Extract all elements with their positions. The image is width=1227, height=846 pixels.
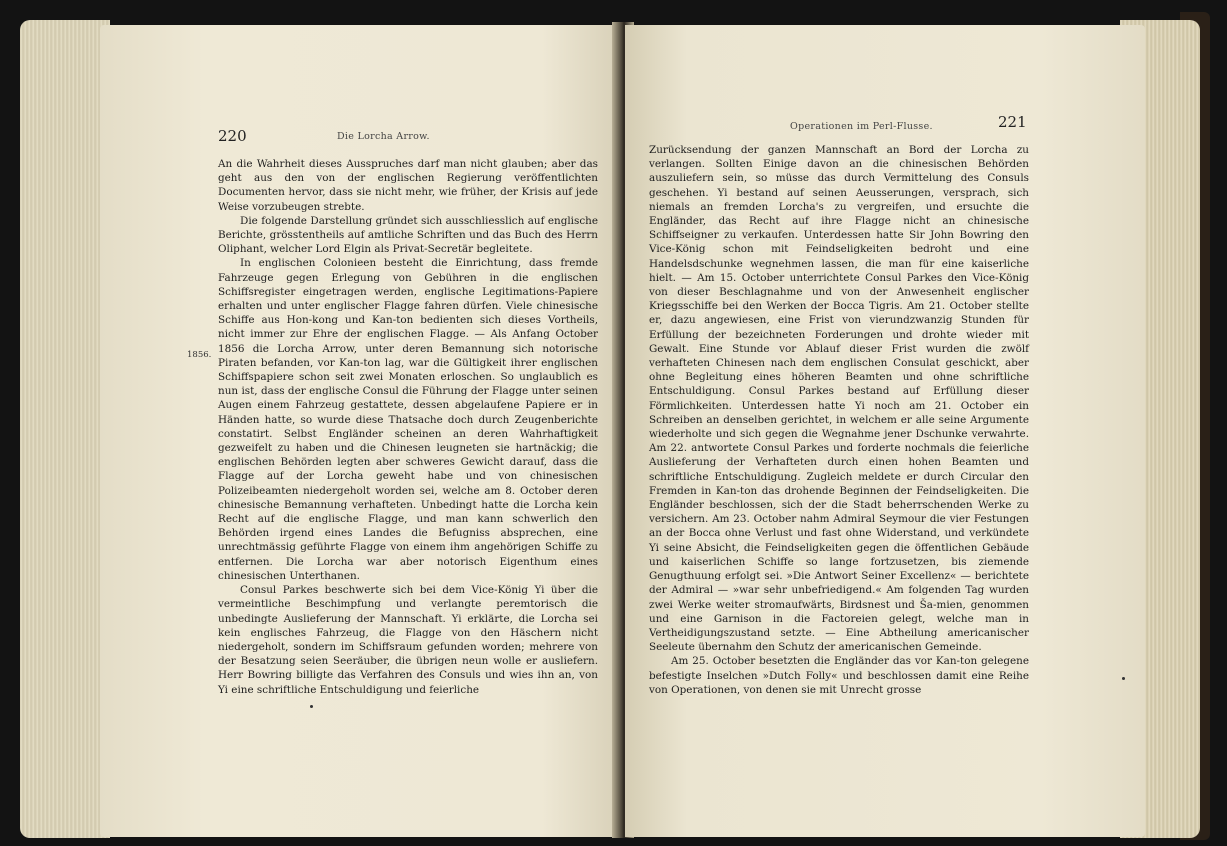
left-page [100, 25, 620, 837]
paragraph: Am 25. October besetzten die Engländer das vor Kan-ton gelegene befestigte Inselchen »Dutch Folly« und beschlossen damit eine Reihe von Operationen, von denen sie mit Unrecht grosse [649, 655, 1029, 696]
left-page-text [218, 157, 598, 697]
right-page-text [649, 143, 1029, 697]
margin-year: 1856. [187, 350, 212, 360]
paragraph: Consul Parkes beschwerte sich bei dem Vice-König Yi über die vermeintliche Beschimpfung und verlangte peremtorisch die unbedingte Auslieferung der Mannschaft. Yi erklärte, die Lorcha sei kein englisches Fahrzeug, die Flagge von den Häschern nicht niedergeholt, sondern im Schiffsraum gefunden worden; mehrere von der Besatzung seien Seeräuber, die übrigen neun wolle er ausliefern. Herr Bowring billigte das Verfahren des Consuls und wies ihn an, von Yi eine schriftliche Entschuldigung und feierliche [218, 584, 598, 696]
right-page-number: 221 [998, 113, 1027, 131]
left-page-number: 220 [218, 127, 247, 145]
paragraph: Die folgende Darstellung gründet sich ausschliesslich auf englische Berichte, grösstentheils auf amtliche Schriften und das Buch des Herrn Oliphant, welcher Lord Elgin als Privat-Secretär begleitete. [218, 214, 598, 256]
paper-speck [1122, 677, 1125, 680]
paragraph: An die Wahrheit dieses Ausspruches darf man nicht glauben; aber das geht aus den von der englischen Regierung veröffentlichten Documenten hervor, dass sie nicht mehr, wie früher, der Krisis auf jede Weise vorzubeugen strebte. [218, 158, 598, 213]
left-running-head: Die Lorcha Arrow. [337, 131, 430, 142]
paragraph: Zurücksendung der ganzen Mannschaft an Bord der Lorcha zu verlangen. Sollten Einige davon an die chinesischen Behörden auszuliefern sein, so müsse das durch Vermittelung des Consuls geschehen. Yi bestand auf seinen Aeusserungen, versprach, sich niemals an fremden Lorcha's zu vergreifen, und ersuchte die Engländer, das Recht auf ihre Flagge nicht an chinesische Schiffseigner zu verkaufen. Unterdessen hatte Sir John Bowring den Vice-König schon mit Feindseligkeiten bedroht und eine Handelsdschunke wegnehmen lassen, die man für eine kaiserliche hielt. — Am 15. October unterrichtete Consul Parkes den Vice-König von dieser Beschlagnahme und von der Anwesenheit englischer Kriegsschiffe bei den Werken der Bocca Tigris. Am 21. October stellte er, dazu angewiesen, eine Frist von vierundzwanzig Stunden für Erfüllung der bezeichneten Forderungen und drohte wieder mit Gewalt. Eine Stunde vor Ablauf dieser Frist wurden die zwölf verhafteten Chinesen nach dem englischen Consulat geschickt, aber ohne Begleitung eines höheren Beamten und ohne schriftliche Entschuldigung. Consul Parkes bestand auf Erfüllung dieser Förmlichkeiten. Unterdessen hatte Yi noch am 21. October ein Schreiben an denselben gerichtet, in welchem er alle seine Argumente wiederholte und sich gegen die Wegnahme jener Dschunke verwahrte. Am 22. antwortete Consul Parkes und forderte nochmals die feierliche Auslieferung der Verhafteten durch einen hohen Beamten und schriftliche Entschuldigung. Zugleich meldete er durch Circular den Fremden in Kan-ton das drohende Beginnen der Feindseligkeiten. Die Engländer beschlossen, sich der die Stadt beherrschenden Werke zu versichern. Am 23. October nahm Admiral Seymour die vier Festungen an der Bocca ohne Verlust und fast ohne Widerstand, und verkündete Yi seine Absicht, die Feindseligkeiten gegen die öffentlichen Gebäude und kaiserlichen Schiffe so lange fortzusetzen, bis ziemende Genugthuung erfolgt sei. »Die Antwort Seiner Excellenz« — berichtete der Admiral — »war sehr unbefriedigend.« Am folgenden Tag wurden zwei Werke weiter stromaufwärts, Birdsnest und Ša-mien, genommen und eine Garnison in die Factoreien gelegt, welche man in Vertheidigungszustand setzte. — Eine Abtheilung americanischer Seeleute übernahm den Schutz der americanischen Gemeinde. [649, 144, 1029, 654]
right-running-head: Operationen im Perl-Flusse. [790, 121, 933, 132]
paper-speck [310, 705, 313, 708]
right-page [625, 25, 1145, 837]
left-page-edges [20, 20, 110, 838]
paragraph: In englischen Colonieen besteht die Einrichtung, dass fremde Fahrzeuge gegen Erlegung von Gebühren in die englischen Schiffsregister eingetragen werden, englische Legitimations-Papiere erhalten und unter englischer Flagge fahren dürfen. Viele chinesische Schiffe aus Hon-kong und Kan-ton bedienten sich dieses Vortheils, nicht immer zur Ehre der englischen Flagge. — Als Anfang October 1856 die Lorcha Arrow, unter deren Bemannung sich notorische Piraten befanden, vor Kan-ton lag, war die Gültigkeit ihrer englischen Schiffspapiere schon seit zwei Monaten erloschen. So unglaublich es nun ist, dass der englische Consul die Führung der Flagge unter seinen Augen einem Fahrzeug gestattete, dessen abgelaufene Papiere er in Händen hatte, so wurde diese Thatsache doch durch Zeugenberichte constatirt. Selbst Engländer scheinen an deren Wahrhaftigkeit gezweifelt zu haben und die Chinesen leugneten sie hartnäckig; die englischen Behörden legten aber schweres Gewicht darauf, dass die Flagge auf der Lorcha geweht habe und von chinesischen Polizeibeamten niedergeholt worden sei, welche am 8. October deren chinesische Bemannung verhafteten. Unbedingt hatte die Lorcha kein Recht auf die englische Flagge, und man kann schwerlich den Behörden irgend eines Landes die Befugniss absprechen, eine unrechtmässig geführte Flagge von einem ihm angehörigen Schiffe zu entfernen. Die Lorcha war aber notorisch Eigenthum eines chinesischen Unterthanen. [218, 257, 598, 582]
